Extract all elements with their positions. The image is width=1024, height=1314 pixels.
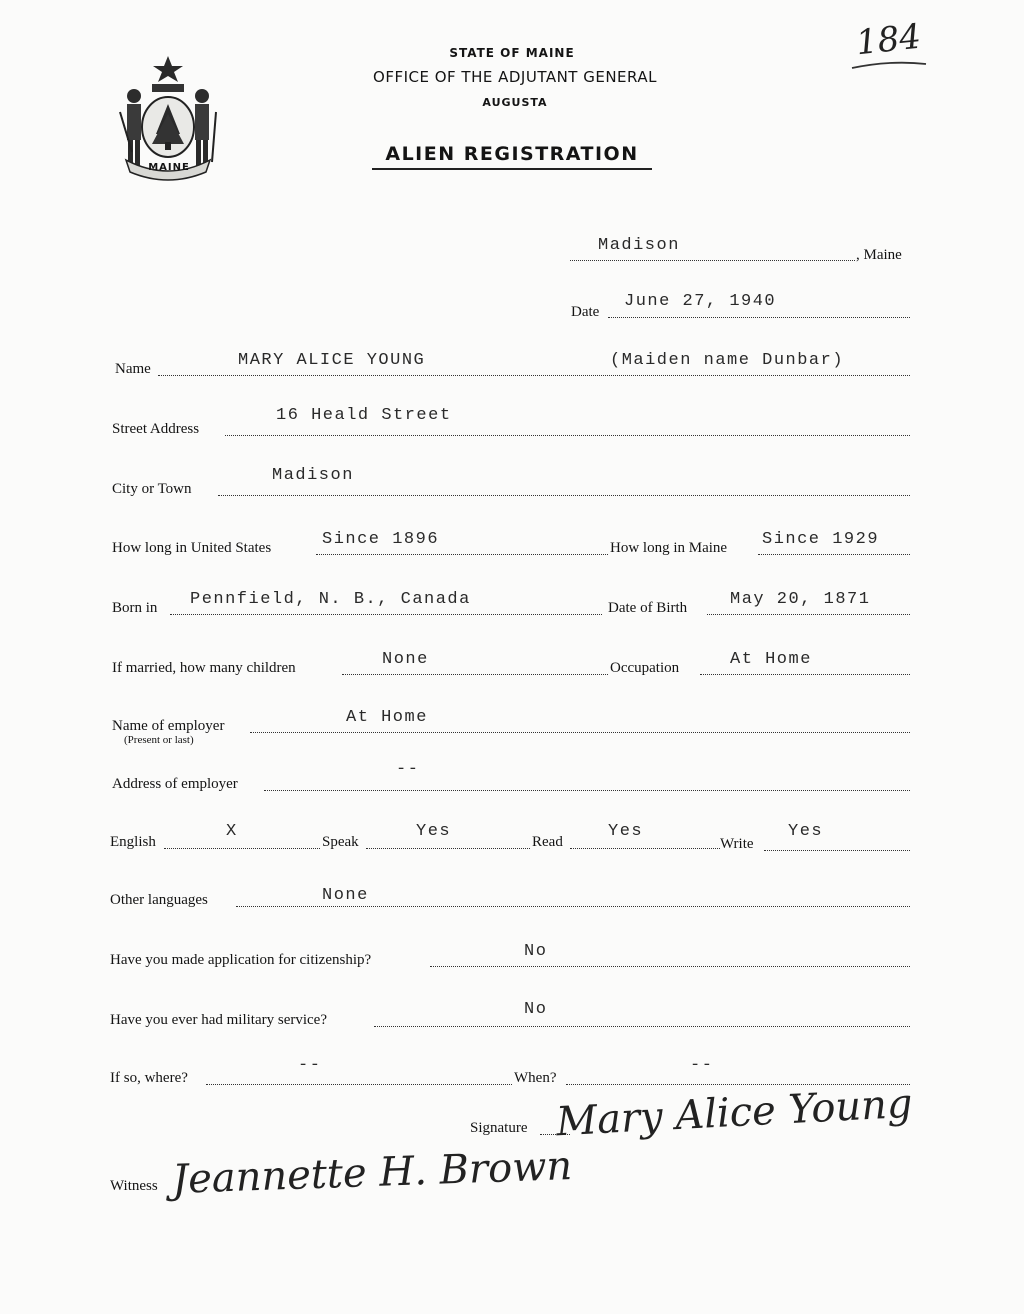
english-line xyxy=(164,848,320,849)
how-long-us-label: How long in United States xyxy=(112,540,272,556)
citizenship-line xyxy=(430,966,910,967)
street-address-label: Street Address xyxy=(112,421,200,437)
citizenship-label: Have you made application for citizenship? xyxy=(110,952,372,968)
children-line xyxy=(342,674,608,675)
employer-address-value: -- xyxy=(396,760,420,779)
how-long-maine-line xyxy=(758,554,910,555)
other-languages-label: Other languages xyxy=(110,892,208,908)
occupation-value: At Home xyxy=(730,650,812,669)
where-value: -- xyxy=(298,1056,322,1075)
military-value: No xyxy=(524,1000,548,1019)
born-in-value: Pennfield, N. B., Canada xyxy=(190,590,471,609)
maiden-name-value: (Maiden name Dunbar) xyxy=(610,351,845,370)
date-of-birth-label: Date of Birth xyxy=(608,600,688,616)
read-value: Yes xyxy=(608,822,644,841)
how-long-maine-value: Since 1929 xyxy=(762,530,880,549)
how-long-us-value: Since 1896 xyxy=(322,530,440,549)
how-long-maine-label: How long in Maine xyxy=(610,540,728,556)
date-of-birth-line xyxy=(707,614,910,615)
speak-line xyxy=(366,848,530,849)
date-label: Date xyxy=(571,304,600,320)
when-value: -- xyxy=(690,1056,714,1075)
military-line xyxy=(374,1026,910,1027)
how-long-us-line xyxy=(316,554,608,555)
when-label: When? xyxy=(514,1070,557,1086)
name-line xyxy=(158,375,910,376)
name-label: Name xyxy=(115,361,151,377)
witness-label: Witness xyxy=(110,1178,158,1194)
employer-name-label: Name of employer xyxy=(112,718,225,734)
born-in-line xyxy=(170,614,602,615)
occupation-label: Occupation xyxy=(610,660,680,676)
born-in-label: Born in xyxy=(112,600,158,616)
speak-label: Speak xyxy=(322,834,359,850)
signature-handwriting: Mary Alice Young xyxy=(555,1080,914,1146)
english-label: English xyxy=(110,834,156,850)
employer-name-sublabel: (Present or last) xyxy=(124,734,194,746)
street-address-line xyxy=(225,435,910,436)
employer-name-line xyxy=(250,732,910,733)
employer-name-value: At Home xyxy=(346,708,428,727)
speak-value: Yes xyxy=(416,822,452,841)
seal-banner-text: MAINE xyxy=(148,162,190,173)
other-languages-value: None xyxy=(322,886,369,905)
occupation-line xyxy=(700,674,910,675)
city-or-town-label: City or Town xyxy=(112,481,192,497)
military-label: Have you ever had military service? xyxy=(110,1012,327,1028)
employer-address-line xyxy=(264,790,910,791)
witness-handwriting: Jeannette H. Brown xyxy=(171,1143,573,1203)
other-languages-line xyxy=(236,906,910,907)
children-value: None xyxy=(382,650,429,669)
street-address-value: 16 Heald Street xyxy=(276,406,452,425)
place-line xyxy=(570,260,855,261)
read-line xyxy=(570,848,720,849)
city-or-town-value: Madison xyxy=(272,466,354,485)
children-label: If married, how many children xyxy=(112,660,296,676)
date-line xyxy=(608,317,910,318)
write-value: Yes xyxy=(788,822,824,841)
english-value: X xyxy=(226,822,238,841)
where-label: If so, where? xyxy=(110,1070,188,1086)
place-value: Madison xyxy=(598,236,680,255)
write-label: Write xyxy=(720,836,754,852)
date-of-birth-value: May 20, 1871 xyxy=(730,590,871,609)
page-number: 184 xyxy=(854,16,923,64)
city-or-town-line xyxy=(218,495,910,496)
read-label: Read xyxy=(532,834,563,850)
name-value: MARY ALICE YOUNG xyxy=(238,351,426,370)
date-value: June 27, 1940 xyxy=(624,292,777,311)
header-city: AUGUSTA xyxy=(482,96,548,109)
employer-address-label: Address of employer xyxy=(112,776,238,792)
header-office: OFFICE OF THE ADJUTANT GENERAL xyxy=(373,68,657,86)
place-suffix: , Maine xyxy=(856,247,902,263)
signature-label: Signature xyxy=(470,1120,528,1136)
page-title: ALIEN REGISTRATION xyxy=(385,143,639,165)
write-line xyxy=(764,850,910,851)
where-line xyxy=(206,1084,512,1085)
title-underline xyxy=(372,168,652,170)
citizenship-value: No xyxy=(524,942,548,961)
header-state: STATE OF MAINE xyxy=(449,46,575,60)
